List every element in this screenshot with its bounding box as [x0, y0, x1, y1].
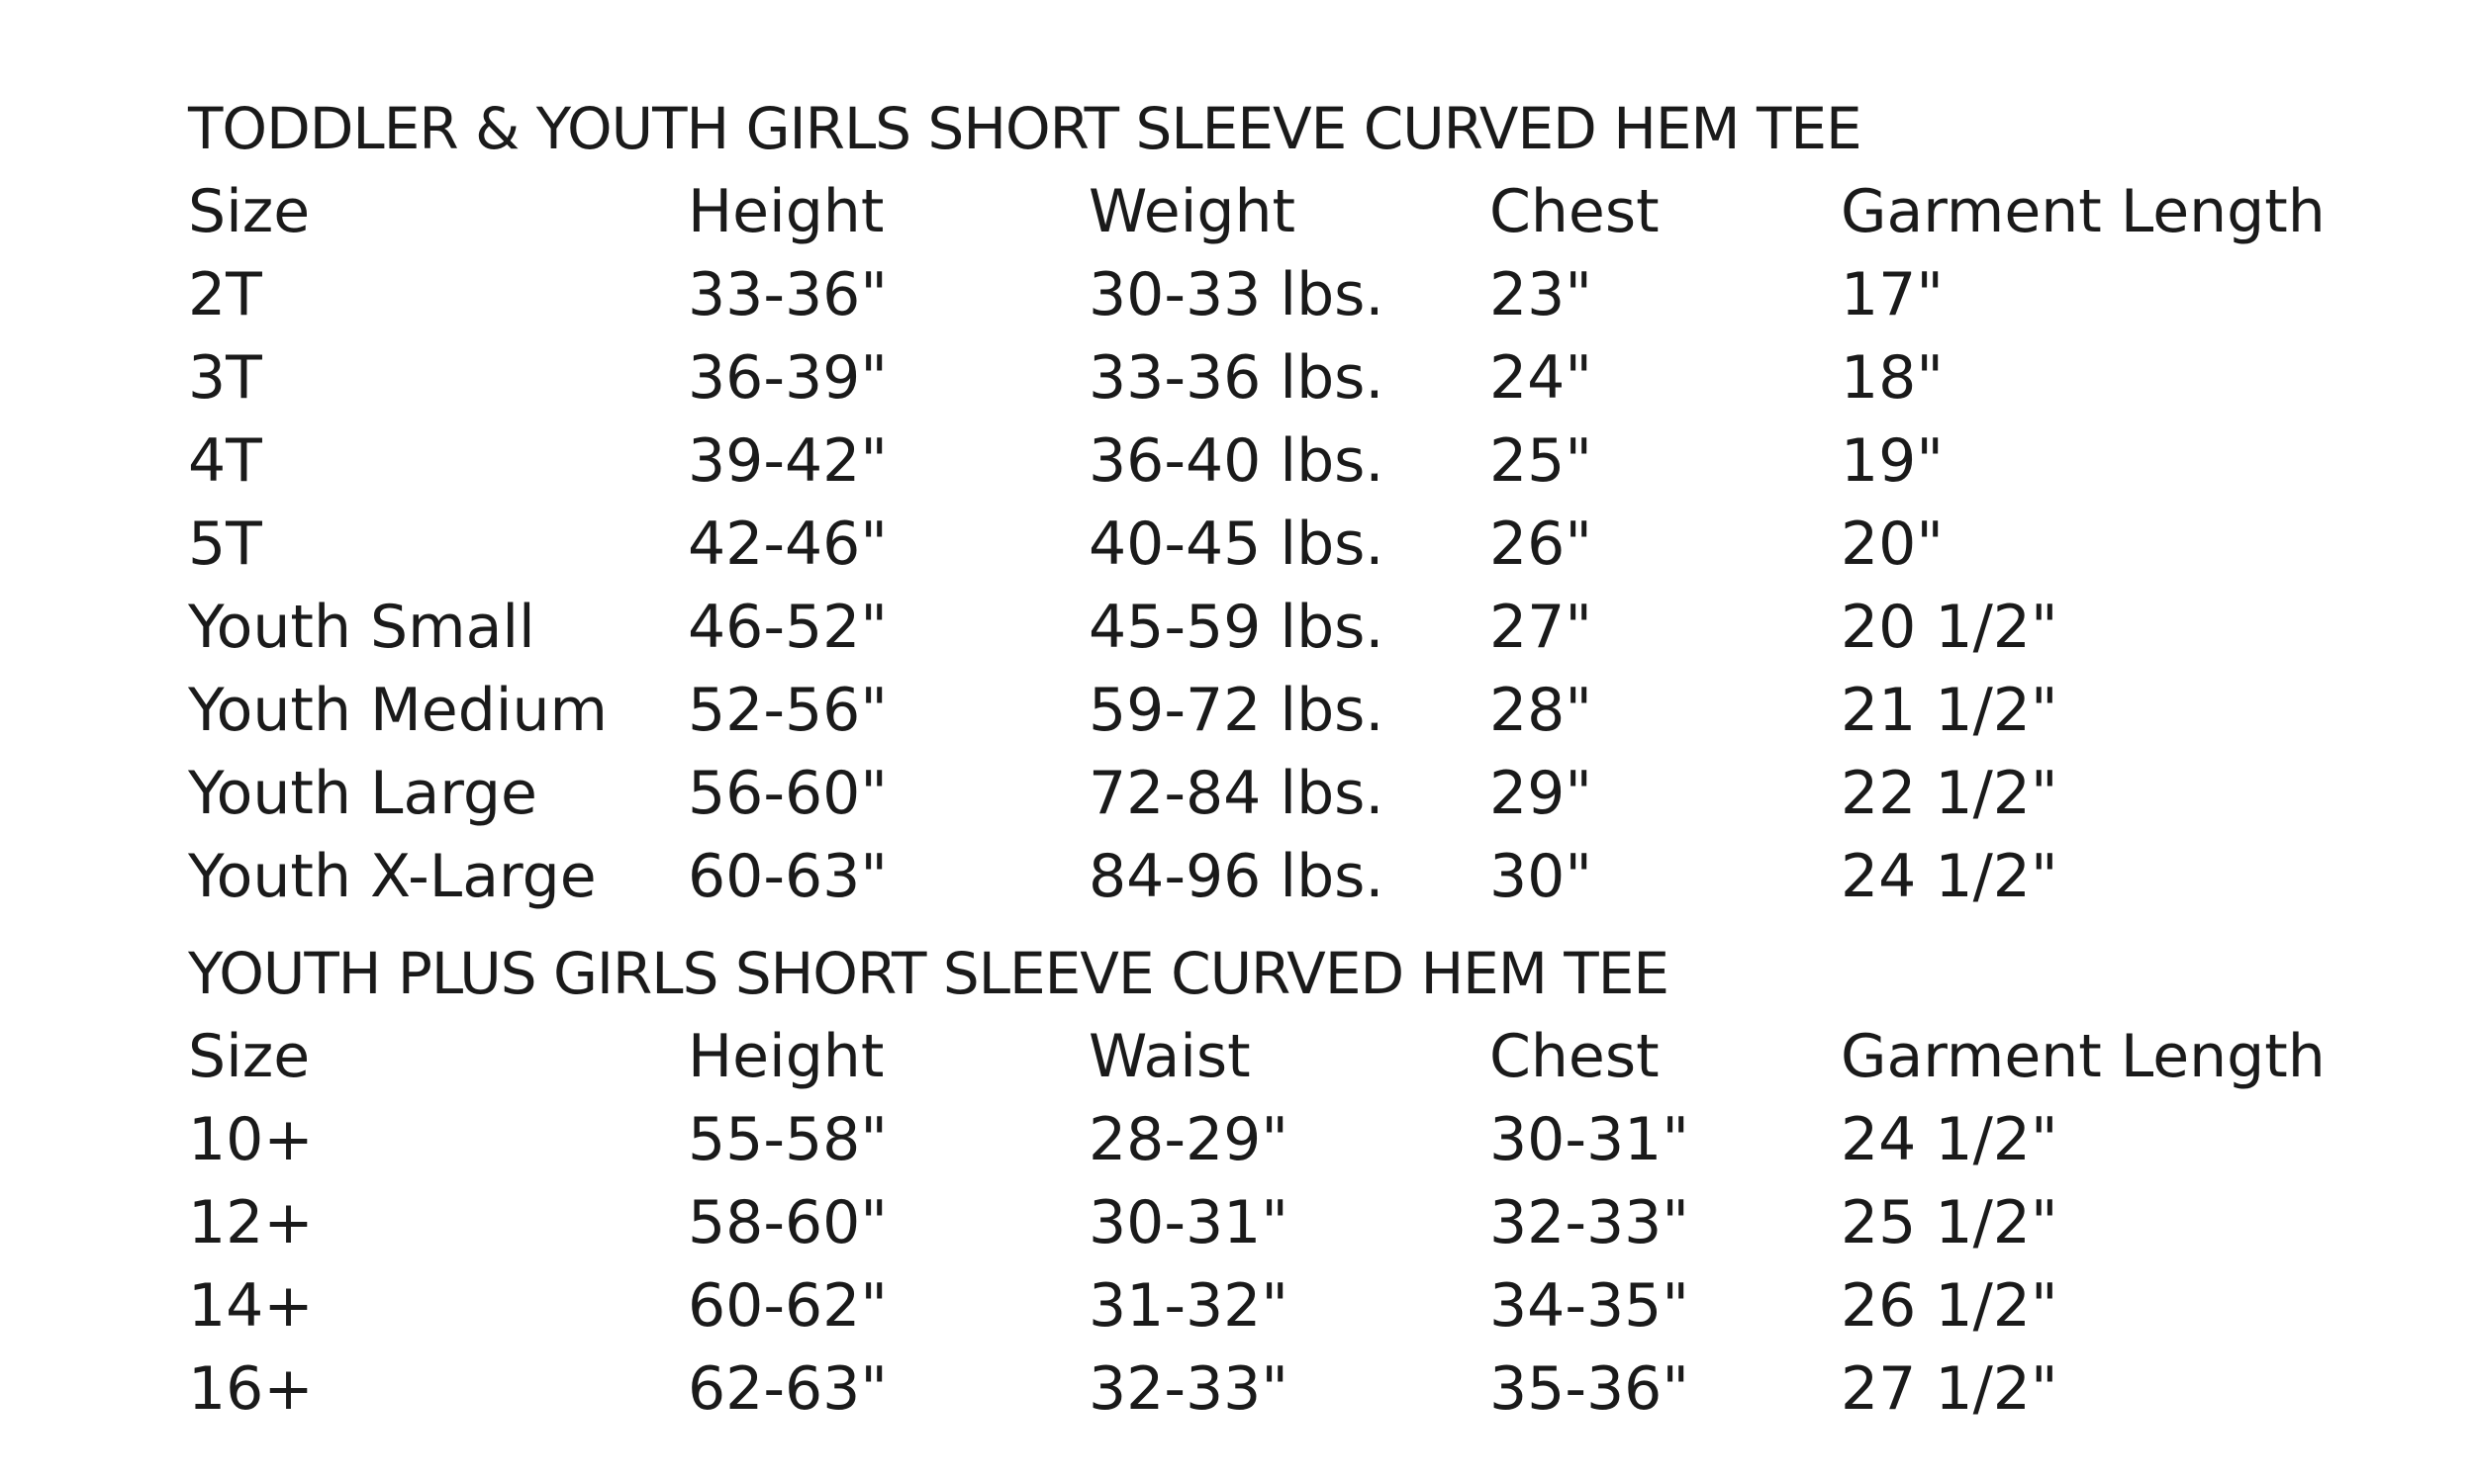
column-header-size: Size — [188, 1022, 311, 1091]
cell-weight: 40-45 lbs. — [1089, 510, 1384, 579]
cell-size: Youth Small — [188, 593, 535, 662]
header-row — [188, 1015, 2365, 1098]
cell-chest: 28" — [1489, 676, 1592, 745]
cell-size: 5T — [188, 510, 262, 579]
column-header-weight: Weight — [1089, 177, 1296, 246]
cell-garment-length: 21 1/2" — [1841, 676, 2058, 745]
table-row — [188, 586, 2365, 669]
table-row — [188, 1181, 2365, 1264]
cell-size: 16+ — [188, 1354, 314, 1424]
cell-height: 60-62" — [688, 1271, 888, 1341]
column-header-garment-length: Garment Length — [1841, 1022, 2326, 1091]
cell-height: 62-63" — [688, 1354, 888, 1424]
cell-size: 12+ — [188, 1188, 314, 1257]
cell-garment-length: 18" — [1841, 343, 1944, 413]
table-title: YOUTH PLUS GIRLS SHORT SLEEVE CURVED HEM TEE — [188, 940, 1669, 1007]
cell-weight: 30-33 lbs. — [1089, 260, 1384, 329]
cell-size: 2T — [188, 260, 262, 329]
column-header-height: Height — [688, 1022, 885, 1091]
cell-size: 10+ — [188, 1105, 314, 1174]
cell-garment-length: 27 1/2" — [1841, 1354, 2058, 1424]
cell-weight: 33-36 lbs. — [1089, 343, 1384, 413]
cell-waist: 28-29" — [1089, 1105, 1288, 1174]
cell-garment-length: 22 1/2" — [1841, 759, 2058, 828]
table-row — [188, 1347, 2365, 1431]
table-row — [188, 419, 2365, 503]
table-row — [188, 503, 2365, 586]
cell-chest: 25" — [1489, 426, 1592, 496]
table-row — [188, 1098, 2365, 1181]
cell-waist: 32-33" — [1089, 1354, 1288, 1424]
cell-height: 42-46" — [688, 510, 888, 579]
table-row — [188, 1264, 2365, 1347]
cell-size: 4T — [188, 426, 262, 496]
cell-height: 55-58" — [688, 1105, 888, 1174]
cell-size: Youth Medium — [188, 676, 608, 745]
size-table-youth-plus — [188, 932, 2365, 1431]
table-row — [188, 835, 2365, 918]
cell-weight: 36-40 lbs. — [1089, 426, 1384, 496]
cell-weight: 45-59 lbs. — [1089, 593, 1384, 662]
cell-chest: 30" — [1489, 842, 1592, 911]
cell-size: Youth Large — [188, 759, 537, 828]
cell-chest: 23" — [1489, 260, 1592, 329]
cell-height: 58-60" — [688, 1188, 888, 1257]
table-row — [188, 253, 2365, 336]
cell-height: 56-60" — [688, 759, 888, 828]
table-row — [188, 752, 2365, 835]
cell-waist: 30-31" — [1089, 1188, 1288, 1257]
cell-height: 52-56" — [688, 676, 888, 745]
cell-garment-length: 19" — [1841, 426, 1944, 496]
cell-chest: 26" — [1489, 510, 1592, 579]
column-header-chest: Chest — [1489, 177, 1660, 246]
cell-chest: 32-33" — [1489, 1188, 1689, 1257]
cell-height: 33-36" — [688, 260, 888, 329]
column-header-height: Height — [688, 177, 885, 246]
cell-garment-length: 20 1/2" — [1841, 593, 2058, 662]
cell-garment-length: 26 1/2" — [1841, 1271, 2058, 1341]
cell-height: 46-52" — [688, 593, 888, 662]
table-row — [188, 336, 2365, 419]
cell-chest: 35-36" — [1489, 1354, 1689, 1424]
column-header-size: Size — [188, 177, 311, 246]
cell-garment-length: 25 1/2" — [1841, 1188, 2058, 1257]
cell-height: 39-42" — [688, 426, 888, 496]
cell-garment-length: 24 1/2" — [1841, 1105, 2058, 1174]
size-table-toddler-youth — [188, 87, 2365, 918]
cell-chest: 30-31" — [1489, 1105, 1689, 1174]
cell-chest: 34-35" — [1489, 1271, 1689, 1341]
column-header-garment-length: Garment Length — [1841, 177, 2326, 246]
cell-chest: 29" — [1489, 759, 1592, 828]
header-row — [188, 170, 2365, 253]
table-row — [188, 669, 2365, 752]
cell-weight: 72-84 lbs. — [1089, 759, 1384, 828]
cell-size: Youth X-Large — [188, 842, 597, 911]
column-header-chest: Chest — [1489, 1022, 1660, 1091]
cell-height: 60-63" — [688, 842, 888, 911]
cell-waist: 31-32" — [1089, 1271, 1288, 1341]
cell-chest: 27" — [1489, 593, 1592, 662]
column-header-waist: Waist — [1089, 1022, 1251, 1091]
cell-size: 3T — [188, 343, 262, 413]
cell-chest: 24" — [1489, 343, 1592, 413]
cell-garment-length: 24 1/2" — [1841, 842, 2058, 911]
cell-size: 14+ — [188, 1271, 314, 1341]
cell-weight: 84-96 lbs. — [1089, 842, 1384, 911]
cell-garment-length: 17" — [1841, 260, 1944, 329]
cell-garment-length: 20" — [1841, 510, 1944, 579]
table-title: TODDLER & YOUTH GIRLS SHORT SLEEVE CURVED HEM TEE — [188, 95, 1861, 162]
cell-height: 36-39" — [688, 343, 888, 413]
cell-weight: 59-72 lbs. — [1089, 676, 1384, 745]
